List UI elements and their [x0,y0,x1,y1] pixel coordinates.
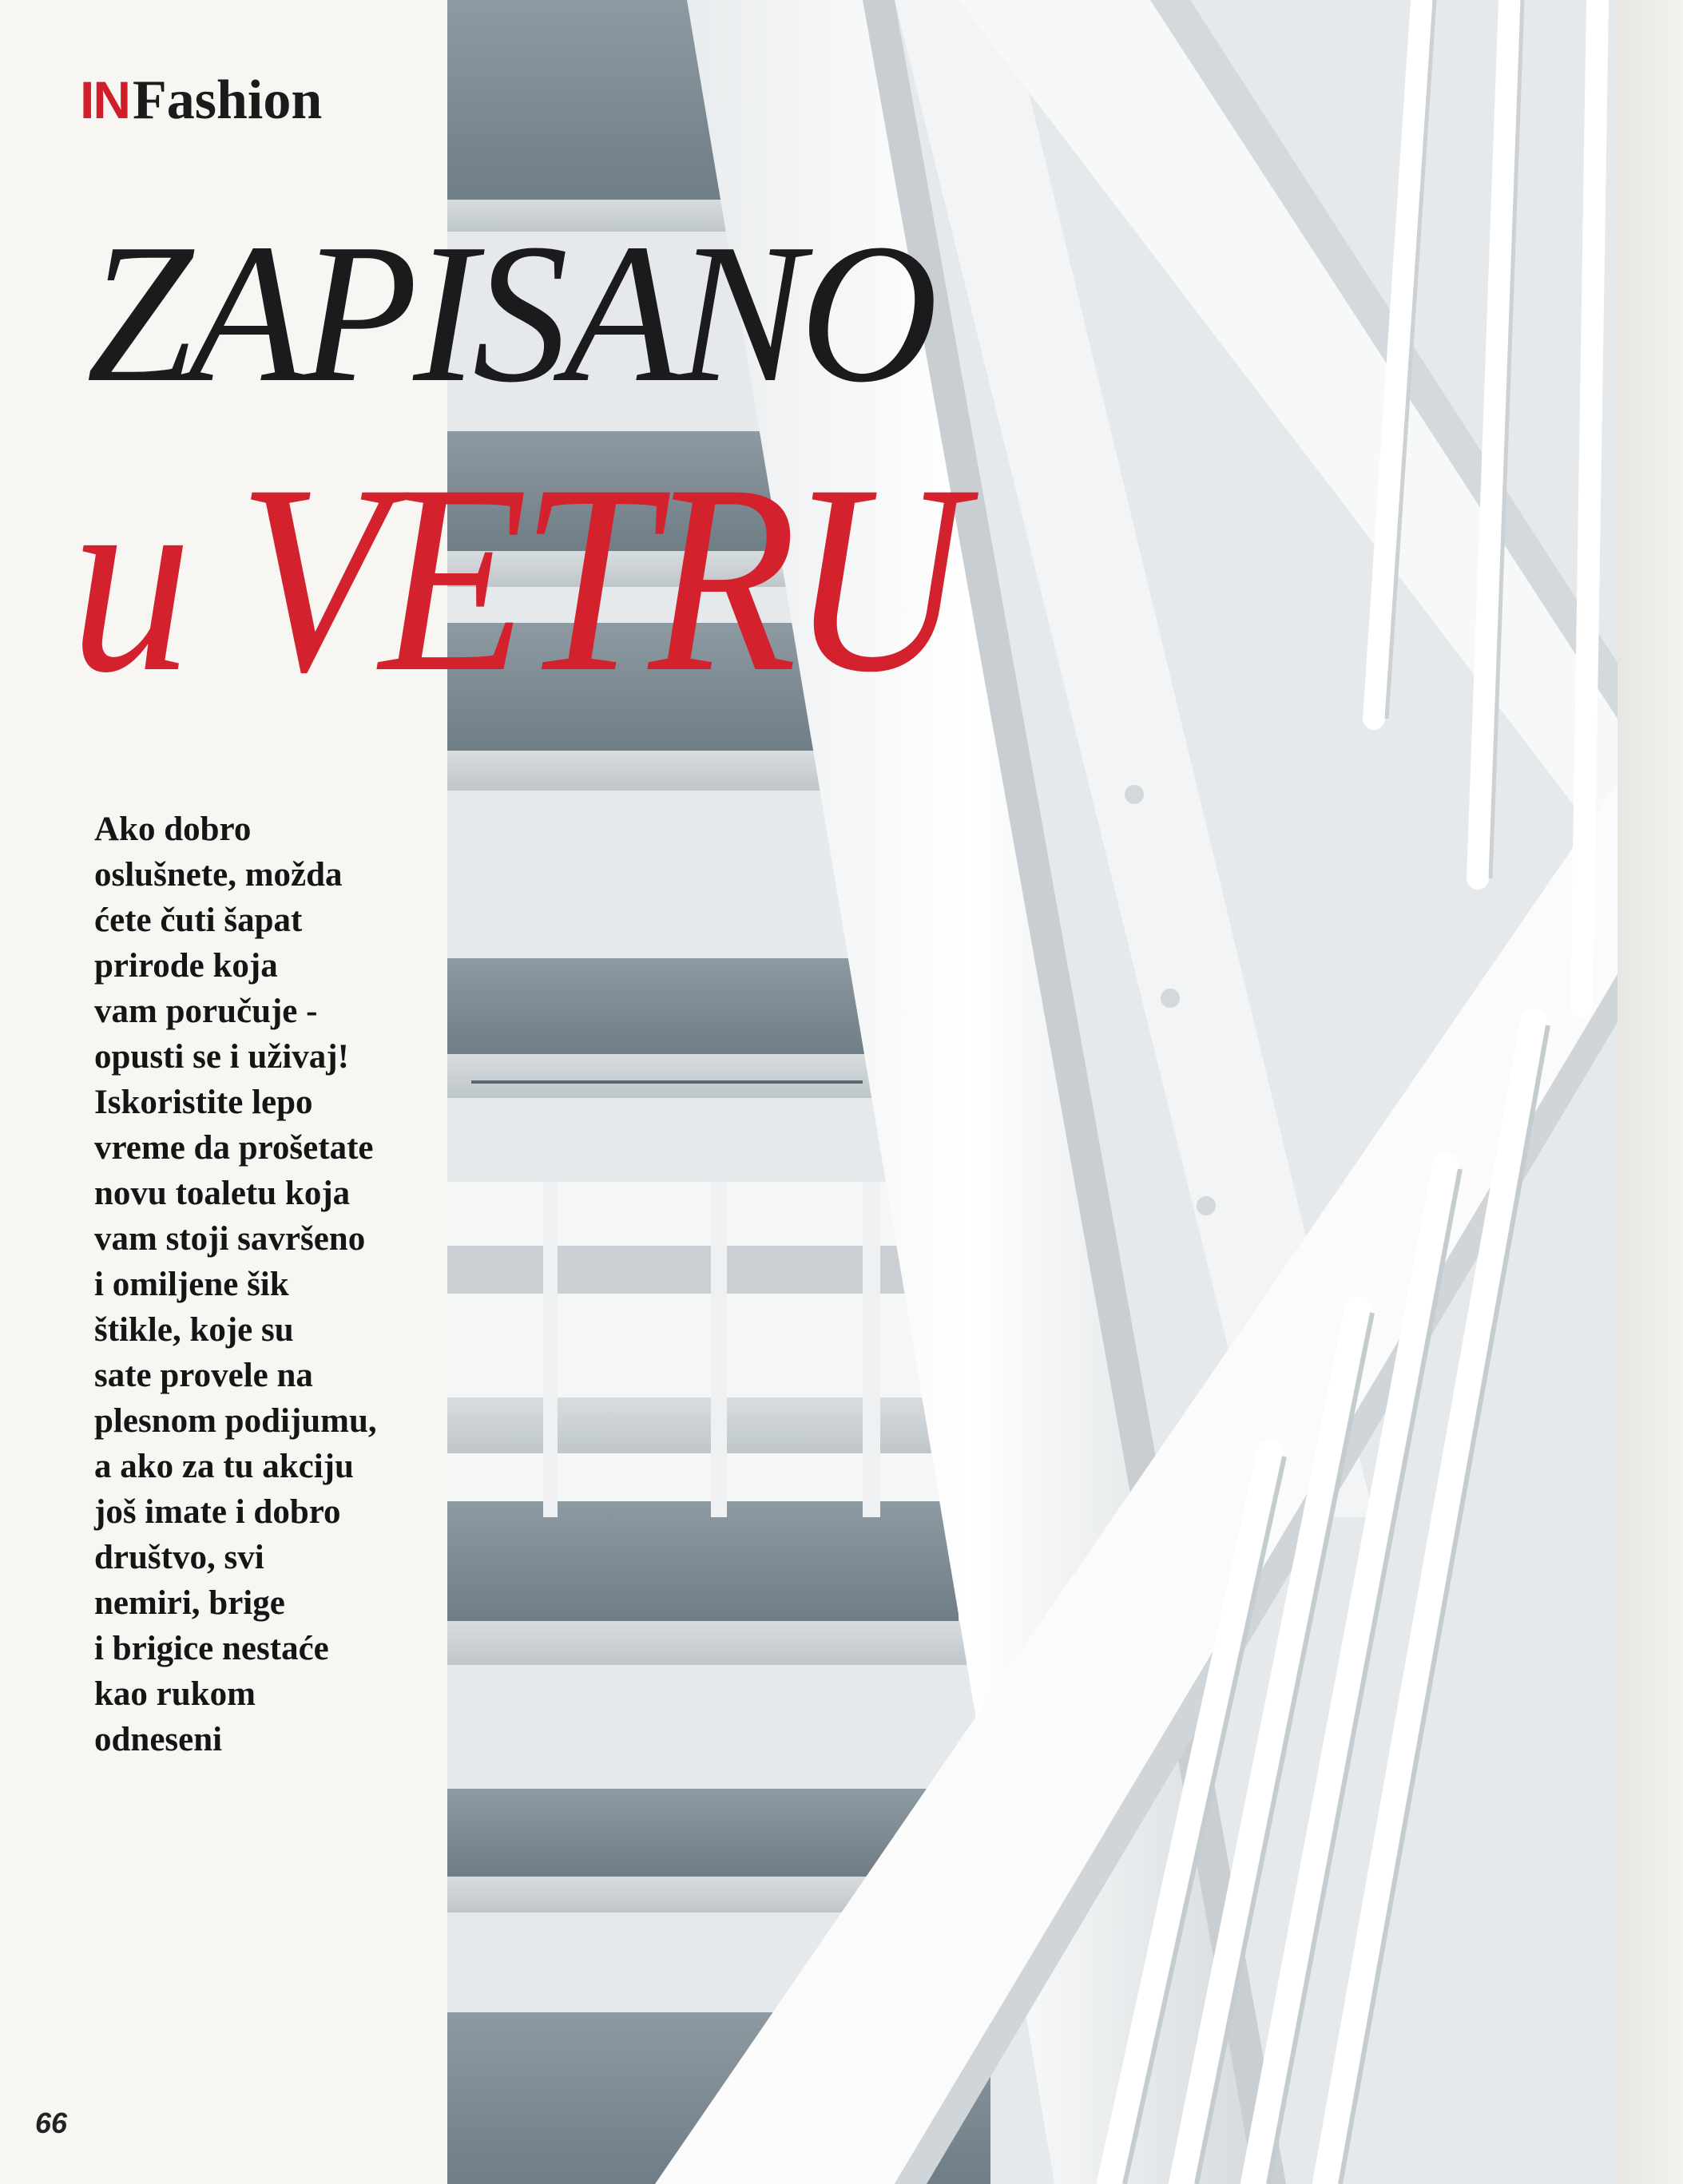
article-intro [94,807,462,1762]
intro-line: Iskoristite lepo [94,1084,313,1121]
intro-line: kao rukom [94,1675,256,1713]
intro-line: nemiri, brige [94,1584,285,1622]
intro-line: štikle, koje su [94,1311,294,1349]
intro-line: opusti se i uživaj! [94,1038,349,1076]
intro-line: sate provele na [94,1357,313,1394]
logo-in-text: IN [80,70,129,129]
magazine-section-logo [80,69,322,141]
intro-line: vreme da prošetate [94,1129,374,1167]
page-edge-bleed [1618,0,1683,2184]
article-title-line-1: ZAPISANO [86,203,934,424]
intro-line: odneseni [94,1721,223,1758]
logo-fashion-text: Fashion [133,69,323,131]
intro-line: plesnom podijumu, [94,1402,377,1440]
intro-line: novu toaletu koja [94,1175,351,1212]
intro-line: vam stoji savršeno [94,1220,366,1258]
intro-line: i omiljene šik [94,1266,289,1303]
intro-line: oslušnete, možda [94,856,343,894]
intro-line: Ako dobro [94,811,252,848]
intro-line: i brigice nestaće [94,1630,329,1667]
intro-line: društvo, svi [94,1539,264,1576]
intro-line: a ako za tu akciju [94,1448,354,1485]
intro-line: ćete čuti šapat [94,902,303,939]
intro-line: vam poručuje - [94,993,318,1030]
article-title-line-2: u VETRU [70,430,959,728]
intro-line: još imate i dobro [94,1493,341,1531]
page-number: 66 [35,2107,68,2139]
intro-line: prirode koja [94,947,278,985]
